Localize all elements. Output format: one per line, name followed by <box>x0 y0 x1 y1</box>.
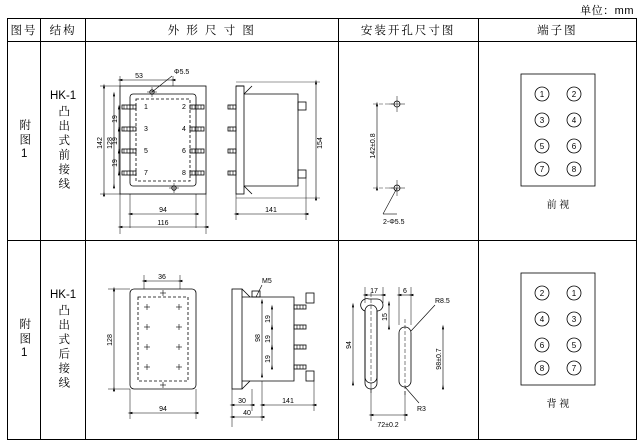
row1-dim-116: 116 <box>157 220 169 227</box>
row1-dim-141: 141 <box>265 207 277 214</box>
row1-term-left-5: 5 <box>144 148 149 155</box>
row1-terminal-view-label: 前 视 <box>546 200 570 211</box>
row2-outline-svg <box>86 241 338 438</box>
row1-dim-19-b: 19 <box>112 137 120 145</box>
row1-terminal-drawing <box>478 42 636 241</box>
row2-terminal-5: 5 <box>571 341 576 350</box>
row1-mounting-drawing <box>338 42 478 241</box>
row2-terminal-8: 8 <box>539 364 544 373</box>
row1-mount-hole-note: 2-Φ5.5 <box>382 219 405 226</box>
header-outline: 外 形 尺 寸 图 <box>86 19 338 42</box>
row1-structure-desc: 凸出式前接线 <box>57 105 70 192</box>
row2-dim-19-a: 19 <box>265 315 273 323</box>
row2-dim-141: 141 <box>282 398 294 405</box>
row1-dim-154: 154 <box>317 137 325 149</box>
row1-term-right-6: 6 <box>182 148 187 155</box>
row1-drawing-no <box>8 42 41 241</box>
row1-terminal-7: 7 <box>539 165 544 174</box>
row2-dim-40: 40 <box>243 410 252 417</box>
row2-dim-98: 98 <box>255 334 263 342</box>
header-drawing-no: 图号 <box>8 19 41 42</box>
row2-dim-30: 30 <box>238 398 247 405</box>
row1-mounting-svg <box>339 42 479 239</box>
row1-dim-128: 128 <box>107 137 115 149</box>
row1-term-right-2: 2 <box>182 104 187 111</box>
row1-structure <box>41 42 86 241</box>
row2-terminal-6: 6 <box>539 341 544 350</box>
row2-structure-desc: 凸出式后接线 <box>57 304 70 391</box>
row1-drawing-no-label: 附图1 <box>18 119 31 163</box>
header-mounting: 安装开孔尺寸图 <box>338 19 478 42</box>
row2-mount-r3: R3 <box>416 406 426 413</box>
row2-drawing-no <box>8 241 41 440</box>
row2-terminal-7: 7 <box>571 364 576 373</box>
row2-terminal-drawing <box>478 241 636 440</box>
row1-terminal-5: 5 <box>539 142 544 151</box>
row1-hole-label: Φ5.5 <box>174 69 190 76</box>
row1-dim-142: 142 <box>97 137 105 149</box>
row2-mount-dim-98: 98±0.7 <box>435 348 443 370</box>
row1-mount-vert-dim: 142±0.8 <box>369 133 377 159</box>
row1-dim-19-a: 19 <box>112 115 120 123</box>
unit-note: 单位：mm <box>580 5 634 17</box>
row1-terminal-6: 6 <box>571 142 576 151</box>
row2-drawing-no-label: 附图1 <box>18 318 31 362</box>
row1-terminal-2: 2 <box>571 90 576 99</box>
row1-model: HK-1 <box>49 90 77 102</box>
row2-mounting-svg <box>339 241 479 438</box>
header-terminal: 端子图 <box>478 19 636 42</box>
row1-terminal-8: 8 <box>571 165 576 174</box>
row2-terminal-1: 1 <box>571 289 576 298</box>
row1-dim-19-c: 19 <box>112 159 120 167</box>
row1-dim-94: 94 <box>159 207 168 214</box>
row2-mount-dim-72: 72±0.2 <box>376 422 399 429</box>
row1-term-right-4: 4 <box>182 126 187 133</box>
row1-terminal-1: 1 <box>539 90 544 99</box>
row1-term-right-8: 8 <box>182 170 187 177</box>
spec-table <box>7 18 637 440</box>
row2-mount-dim-94: 94 <box>345 341 353 349</box>
row2-mount-dim-15: 15 <box>381 313 389 321</box>
row2-terminal-2: 2 <box>539 289 544 298</box>
row2-terminal-3: 3 <box>571 315 576 324</box>
row2-mount-r85: R8.5 <box>434 298 450 305</box>
row2-structure <box>41 241 86 440</box>
row2-mount-dim-6: 6 <box>402 288 407 295</box>
table-header-row <box>8 19 637 42</box>
row2-outline-drawing <box>86 241 338 440</box>
row2-mounting-drawing <box>338 241 478 440</box>
row2-mount-dim-17: 17 <box>369 288 378 295</box>
row2-dim-19-b: 19 <box>265 335 273 343</box>
row1-outline-drawing <box>86 42 338 241</box>
row2-dim-94: 94 <box>159 406 168 413</box>
row2-dim-36: 36 <box>158 274 167 281</box>
row2-terminal-svg <box>479 241 637 438</box>
row2-dim-19-c: 19 <box>265 355 273 363</box>
row1-terminal-3: 3 <box>539 116 544 125</box>
table-row <box>8 241 637 440</box>
row1-terminal-4: 4 <box>571 116 576 125</box>
header-structure: 结构 <box>41 19 86 42</box>
row1-dim-53: 53 <box>135 73 144 80</box>
row1-term-left-3: 3 <box>144 126 149 133</box>
table-row <box>8 42 637 241</box>
row2-screw-m5: M5 <box>262 278 272 285</box>
row2-terminal-4: 4 <box>539 315 544 324</box>
row1-term-left-7: 7 <box>144 170 149 177</box>
row1-outline-svg <box>86 42 338 239</box>
row2-model: HK-1 <box>49 289 77 301</box>
row2-terminal-view-label: 背 视 <box>546 399 570 410</box>
row2-dim-128: 128 <box>107 334 115 346</box>
row1-terminal-svg <box>479 42 637 239</box>
row1-term-left-1: 1 <box>144 104 149 111</box>
